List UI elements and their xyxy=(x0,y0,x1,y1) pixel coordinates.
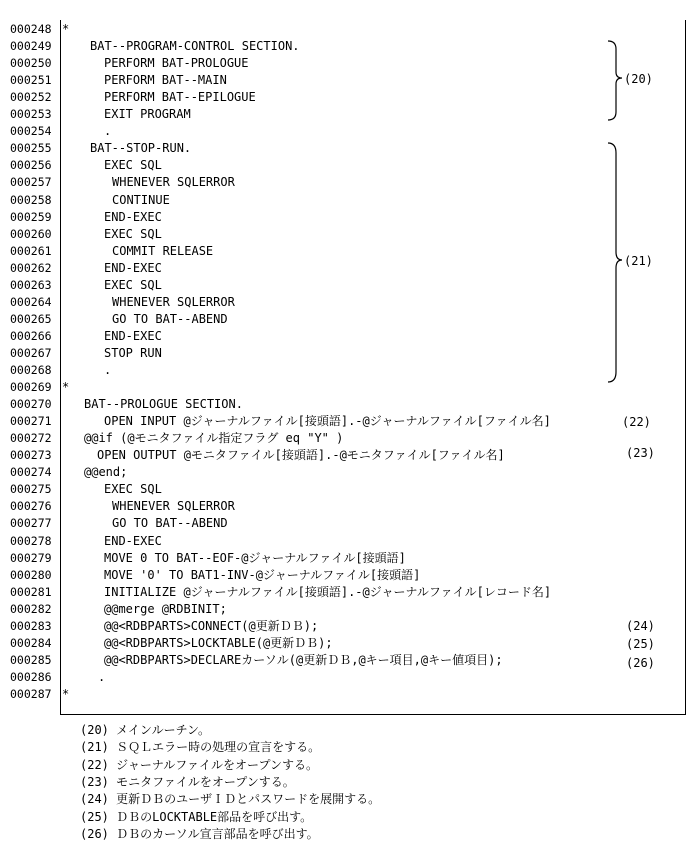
ref-26: (26) xyxy=(626,656,655,670)
code-line: EXEC SQL xyxy=(104,277,162,292)
code-line: BAT--PROGRAM-CONTROL SECTION. xyxy=(90,39,300,54)
code-line: . xyxy=(104,124,112,139)
code-line: . xyxy=(98,669,106,684)
footnote-item: (23) モニタファイルをオープンする。 xyxy=(80,774,295,789)
comment-star: * xyxy=(62,380,70,395)
line-number: 000251 xyxy=(10,73,52,88)
footnote-item: (21) ＳＱＬエラー時の処理の宣言をする。 xyxy=(80,740,321,755)
footnote-item: (25) ＤＢのLOCKTABLE部品を呼び出す。 xyxy=(80,809,313,824)
line-number: 000268 xyxy=(10,363,52,377)
line-number: 000284 xyxy=(10,635,52,650)
line-number: 000256 xyxy=(10,158,52,173)
line-number: 000269 xyxy=(10,380,52,395)
comment-star: * xyxy=(62,686,70,701)
footnote-item: (20) メインルーチン。 xyxy=(80,723,211,737)
line-number: 000281 xyxy=(10,584,52,599)
line-number: 000276 xyxy=(10,499,52,514)
line-number: 000265 xyxy=(10,311,52,326)
line-number: 000280 xyxy=(10,567,52,582)
ref-23: (23) xyxy=(626,446,655,460)
footnote-item: (26) ＤＢのカーソル宣言部品を呼び出す。 xyxy=(80,826,319,841)
code-line: CONTINUE xyxy=(112,192,170,207)
code-line: GO TO BAT--ABEND xyxy=(112,516,228,531)
code-line: WHENEVER SQLERROR xyxy=(112,175,235,190)
code-line: END-EXEC xyxy=(104,533,162,548)
brace-20 xyxy=(608,41,622,120)
line-number: 000260 xyxy=(10,226,52,241)
line-number: 000274 xyxy=(10,465,52,480)
code-line: EXEC SQL xyxy=(104,158,162,173)
line-number: 000286 xyxy=(10,669,52,684)
code-line: END-EXEC xyxy=(104,328,162,343)
code-line: MOVE 0 TO BAT--EOF-@ジャーナルファイル[接頭語] xyxy=(104,550,406,565)
line-number: 000273 xyxy=(10,448,52,463)
line-number: 000255 xyxy=(10,141,52,156)
code-line: @@merge @RDBINIT; xyxy=(104,601,227,616)
line-number: 000272 xyxy=(10,431,52,446)
code-line: @@<RDBPARTS>LOCKTABLE(@更新ＤＢ); xyxy=(104,635,333,650)
code-line: COMMIT RELEASE xyxy=(112,243,214,258)
line-number: 000275 xyxy=(10,482,52,497)
comment-star: * xyxy=(62,22,70,36)
line-number: 000282 xyxy=(10,601,52,616)
code-line: END-EXEC xyxy=(104,260,162,275)
code-line: EXIT PROGRAM xyxy=(104,107,191,122)
line-number: 000249 xyxy=(10,39,52,54)
code-line: PERFORM BAT--EPILOGUE xyxy=(104,90,256,105)
code-line: OPEN INPUT @ジャーナルファイル[接頭語].-@ジャーナルファイル[ファイル名] xyxy=(104,414,551,429)
line-number: 000279 xyxy=(10,550,52,565)
line-number: 000271 xyxy=(10,414,52,429)
code-line: END-EXEC xyxy=(104,209,162,224)
line-number: 000250 xyxy=(10,56,52,71)
line-number: 000253 xyxy=(10,107,52,122)
line-number: 000248 xyxy=(10,22,52,36)
line-number: 000285 xyxy=(10,652,52,667)
line-number: 000252 xyxy=(10,90,52,105)
line-number: 000262 xyxy=(10,260,52,275)
code-line: WHENEVER SQLERROR xyxy=(112,294,235,309)
brace-21 xyxy=(608,143,622,382)
line-number: 000278 xyxy=(10,533,52,548)
line-number: 000261 xyxy=(10,243,52,258)
code-line: @@if (@モニタファイル指定フラグ eq "Y" ) xyxy=(84,431,344,446)
code-line: PERFORM BAT-PROLOGUE xyxy=(104,56,249,71)
line-number: 000254 xyxy=(10,124,52,139)
code-line: OPEN OUTPUT @モニタファイル[接頭語].-@モニタファイル[ファイル名] xyxy=(97,448,505,463)
line-number: 000277 xyxy=(10,516,52,531)
code-line: @@<RDBPARTS>CONNECT(@更新ＤＢ); xyxy=(104,618,319,633)
code-line: @@end; xyxy=(84,465,128,480)
code-line: EXEC SQL xyxy=(104,226,162,241)
line-number: 000283 xyxy=(10,618,52,633)
ref-21: (21) xyxy=(624,254,653,268)
code-line: MOVE '0' TO BAT1-INV-@ジャーナルファイル[接頭語] xyxy=(104,567,421,582)
footnote-item: (24) 更新ＤＢのユーザＩＤとパスワードを展開する。 xyxy=(80,792,381,807)
code-line: BAT--STOP-RUN. xyxy=(90,141,192,156)
line-number: 000264 xyxy=(10,294,52,309)
code-line: STOP RUN xyxy=(104,345,162,360)
line-number: 000266 xyxy=(10,328,52,343)
line-number: 000263 xyxy=(10,277,52,292)
ref-24: (24) xyxy=(626,619,655,633)
ref-22: (22) xyxy=(622,415,651,429)
line-number: 000257 xyxy=(10,175,52,190)
ref-20: (20) xyxy=(624,72,653,86)
code-line: WHENEVER SQLERROR xyxy=(112,499,235,514)
line-number: 000267 xyxy=(10,345,52,360)
line-number: 000287 xyxy=(10,686,52,701)
code-line: INITIALIZE @ジャーナルファイル[接頭語].-@ジャーナルファイル[レコード名] xyxy=(104,584,552,599)
code-line: @@<RDBPARTS>DECLAREカーソル(@更新ＤＢ,@キー項目,@キー値項目); xyxy=(104,652,503,667)
line-number: 000270 xyxy=(10,397,52,412)
code-line: EXEC SQL xyxy=(104,482,162,497)
ref-25: (25) xyxy=(626,637,655,651)
code-line: PERFORM BAT--MAIN xyxy=(104,73,227,88)
line-number: 000258 xyxy=(10,192,52,207)
code-line: GO TO BAT--ABEND xyxy=(112,311,228,326)
code-line: . xyxy=(104,363,112,377)
code-line: BAT--PROLOGUE SECTION. xyxy=(84,397,243,412)
line-number: 000259 xyxy=(10,209,52,224)
footnote-item: (22) ジャーナルファイルをオープンする。 xyxy=(80,757,318,772)
